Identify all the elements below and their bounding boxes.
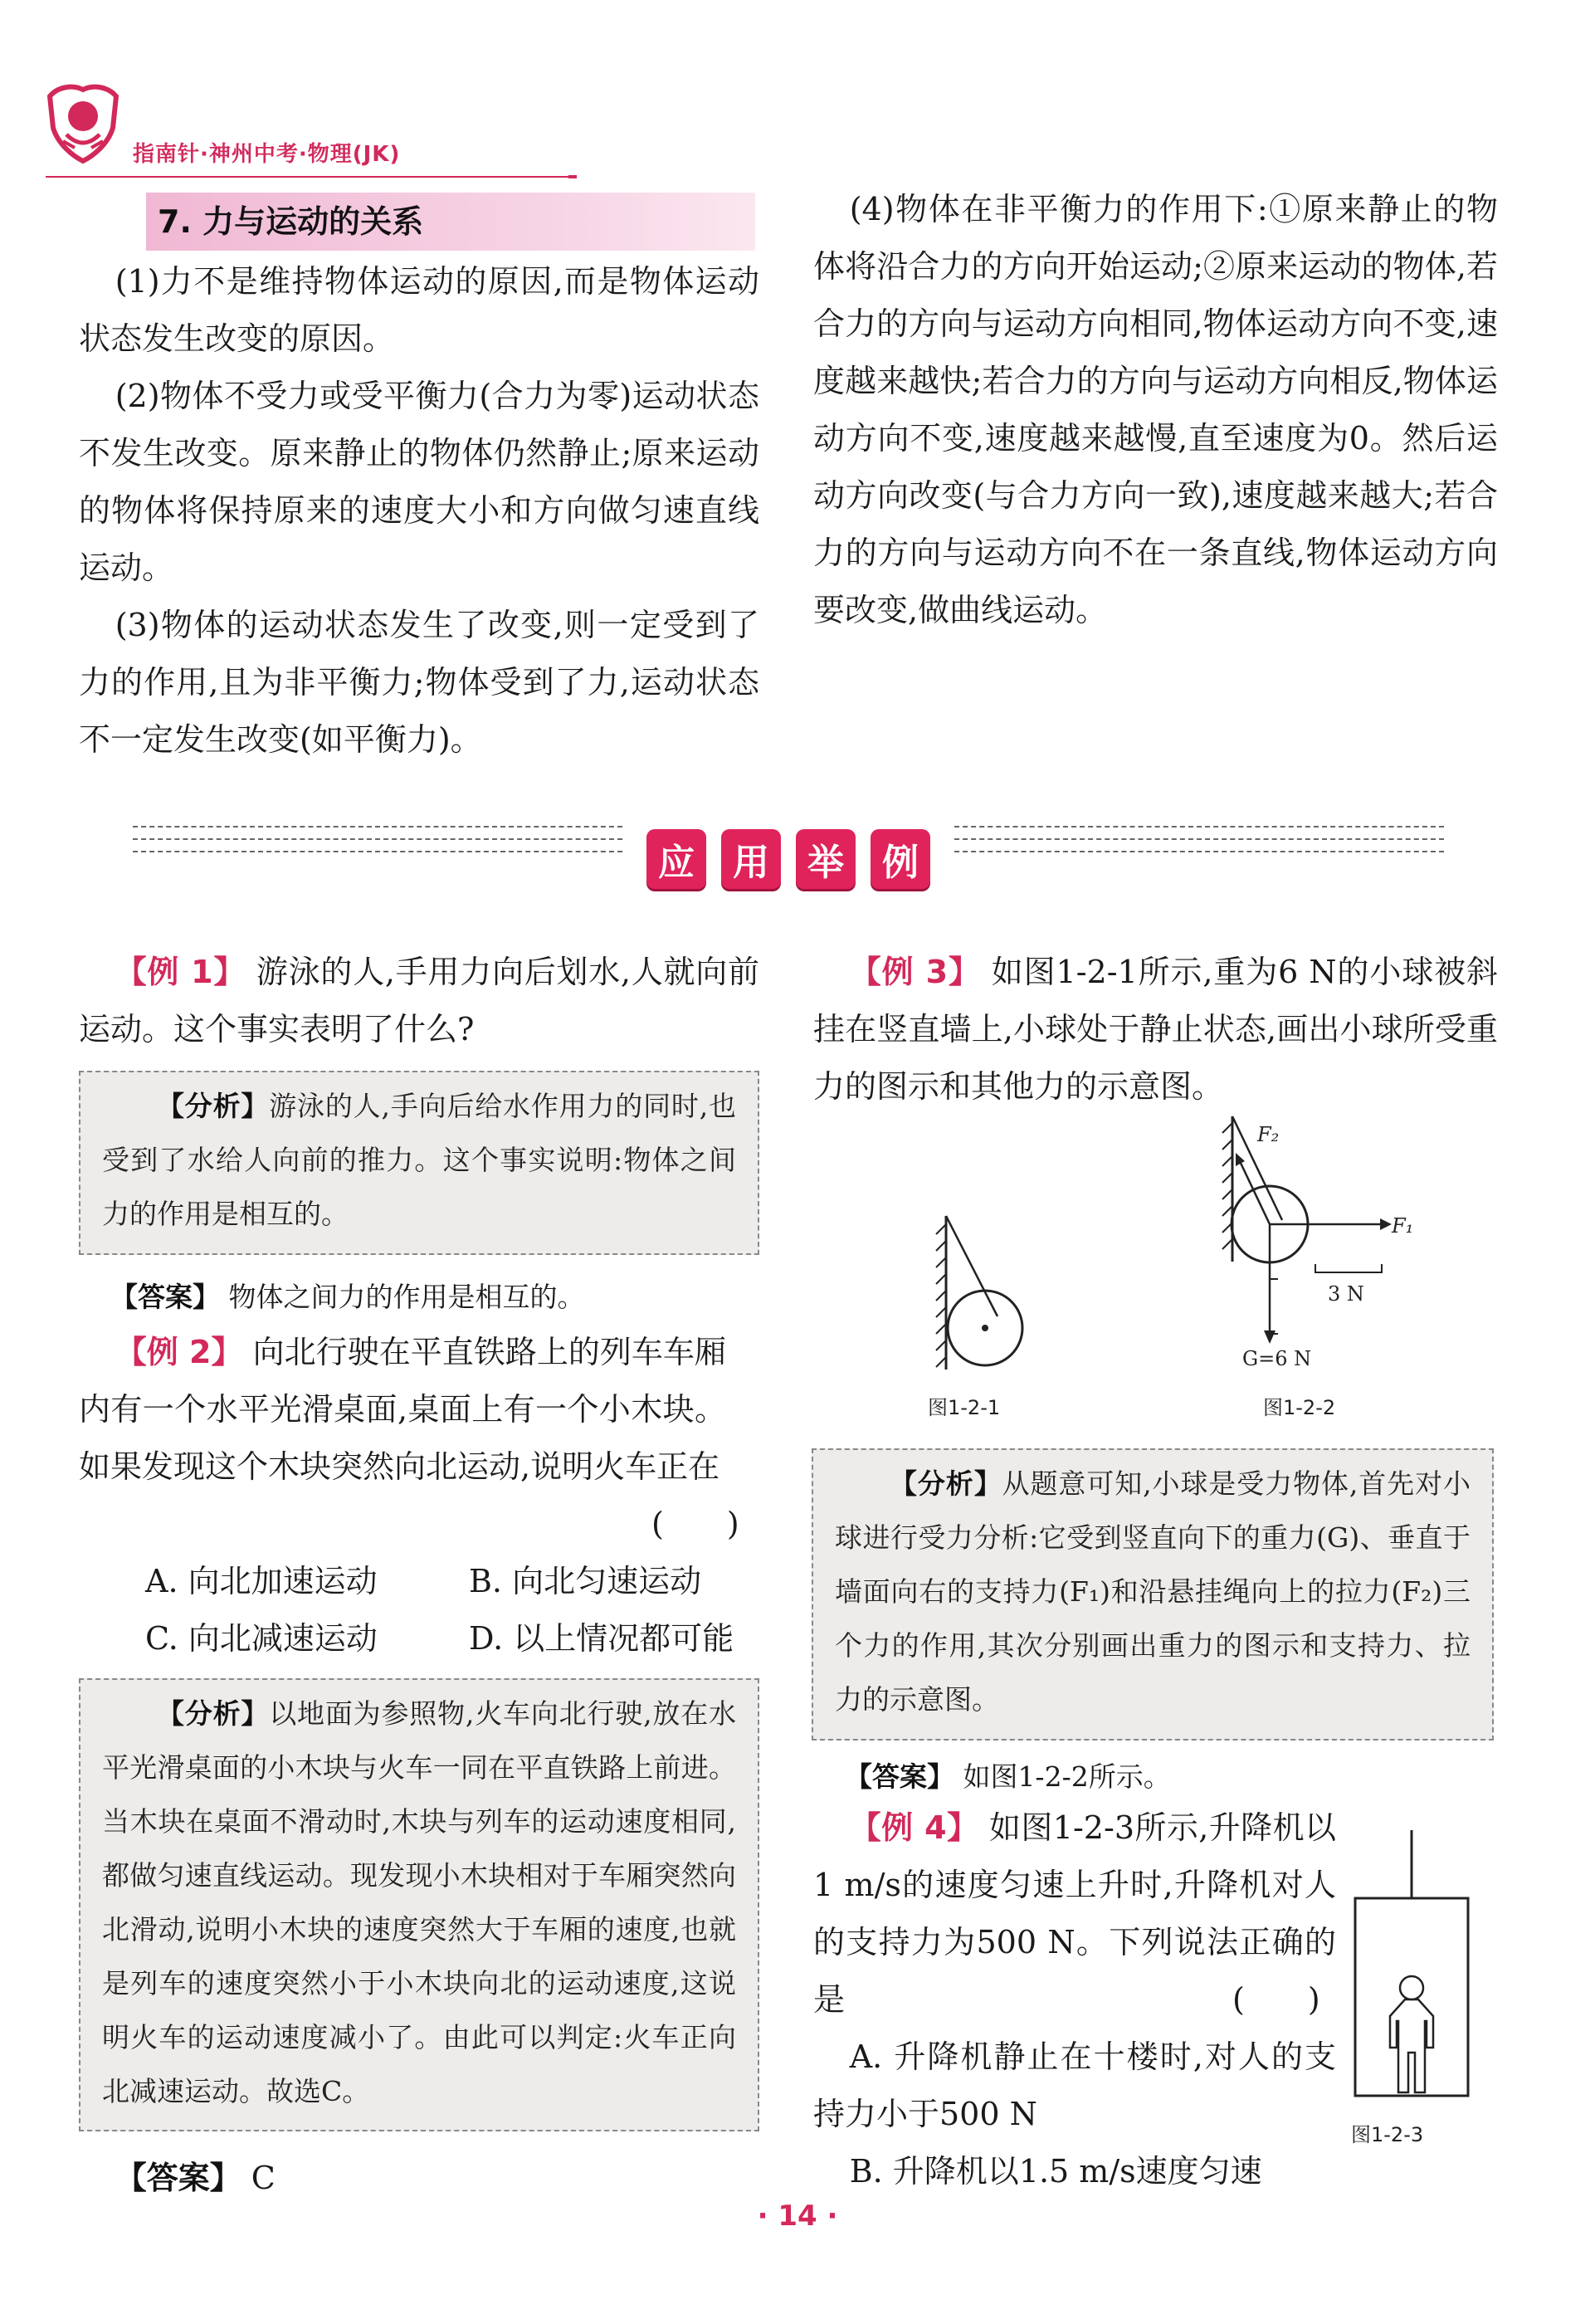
- point-3: (3)物体的运动状态发生了改变,则一定受到了力的作用,且为非平衡力;物体受到了力,运动状态不一定发生改变(如平衡力)。: [79, 607, 759, 758]
- banner-char: 应: [646, 829, 706, 889]
- example-1-answer-text: 物体之间力的作用是相互的。: [228, 1281, 585, 1313]
- example-3-answer: [813, 1750, 1498, 1804]
- banner-lines-left: [133, 826, 622, 876]
- example-1-analysis-box: [79, 1071, 759, 1255]
- example-2-text: 向北行驶在平直铁路上的列车车厢内有一个水平光滑桌面,桌面上有一个小木块。如果发现这个木块突然向北运动,说明火车正在: [79, 1334, 726, 1485]
- f1-label: F₁: [1392, 1214, 1414, 1238]
- person-icon: [1390, 1976, 1433, 2092]
- example-3-analysis-box: [812, 1448, 1494, 1741]
- figure-ball-on-wall: [929, 1204, 1046, 1378]
- example-4-label: 【例 4】: [849, 1809, 979, 1846]
- example-1-text: 游泳的人,手用力向后划水,人就向前运动。这个事实表明了什么?: [79, 954, 759, 1047]
- example-4-option-a: A. 升降机静止在十楼时,对人的支持力小于500 N: [813, 2038, 1336, 2132]
- example-2-analysis: 以地面为参照物,火车向北行驶,放在水平光滑桌面的小木块与火车一同在平直铁路上前进。当木块在桌面不滑动时,木块与列车的运动速度相同,都做匀速直线运动。现发现小木块相对于车厢突然向北滑动,说明小木块的速度突然大于车厢的速度,也就是列车的速度突然小于小木块向北的运动速度,这说明火车的运动速度减小了。由此可以判定:火车正向北减速运动。故选C。: [102, 1697, 737, 2107]
- example-3-text: 如图1-2-1所示,重为6 N的小球被斜挂在竖直墙上,小球处于静止状态,画出小球所受重力的图示和其他力的示意图。: [813, 954, 1498, 1105]
- header-title: 指南针·神州中考·物理(JK): [133, 142, 401, 167]
- example-3-analysis: 从题意可知,小球是受力物体,首先对小球进行受力分析:它受到竖直向下的重力(G)、垂直于墙面向右的支持力(F₁)和沿悬挂绳向上的拉力(F₂)三个力的作用,其次分别画出重力的图示和支持力、拉力的示意图。: [835, 1467, 1471, 1716]
- answer-label: 【答案】: [844, 1760, 954, 1793]
- figure-elevator: [1349, 1830, 1481, 2112]
- example-2-answer: [79, 2150, 759, 2207]
- option-c: C. 向北减速运动: [145, 1620, 378, 1657]
- point-1: (1)力不是维持物体运动的原因,而是物体运动状态发生改变的原因。: [79, 263, 759, 357]
- banner-lines-right: [954, 826, 1444, 876]
- example-1-analysis: 游泳的人,手向后给水作用力的同时,也受到了水给人向前的推力。这个事实说明:物体之间力的作用是相互的。: [102, 1090, 737, 1230]
- analysis-label: 【分析】: [157, 1697, 270, 1730]
- figure-caption: 图1-2-2: [1263, 1396, 1336, 1419]
- gravity-label: G=6 N: [1242, 1347, 1312, 1370]
- section-left-column: [79, 253, 759, 769]
- example-4-text: 如图1-2-3所示,升降机以1 m/s的速度匀速上升时,升降机对人的支持力为500 N。下列说法正确的是: [813, 1809, 1336, 2018]
- answer-label: 【答案】: [110, 1281, 220, 1313]
- banner-char: 举: [796, 829, 856, 889]
- point-2: (2)物体不受力或受平衡力(合力为零)运动状态不发生改变。原来静止的物体仍然静止;原来运动的物体将保持原来的速度大小和方向做匀速直线运动。: [79, 378, 759, 586]
- publisher-logo-icon: [41, 83, 124, 166]
- section-right-column: [813, 181, 1498, 639]
- header-divider-end: [568, 175, 577, 178]
- analysis-label: 【分析】: [890, 1467, 1002, 1500]
- figure-caption: 图1-2-1: [928, 1396, 1001, 1419]
- example-4-option-b: B. 升降机以1.5 m/s速度匀速: [849, 2153, 1262, 2190]
- analysis-label: 【分析】: [157, 1090, 270, 1122]
- example-2-options: [145, 1553, 734, 1667]
- page-number: · 14 ·: [757, 2200, 838, 2233]
- example-1-label: 【例 1】: [115, 954, 246, 990]
- example-3-question: [813, 944, 1498, 1116]
- example-2-analysis-box: [79, 1678, 759, 2131]
- banner-char: 用: [721, 829, 781, 889]
- example-2-bracket: ( ): [651, 1506, 739, 1542]
- section-banner: [635, 822, 942, 896]
- f2-label: F₂: [1257, 1123, 1280, 1146]
- option-d: D. 以上情况都可能: [469, 1620, 734, 1657]
- option-b: B. 向北匀速运动: [469, 1563, 702, 1599]
- example-1-answer: [79, 1270, 759, 1324]
- banner-char: 例: [871, 829, 930, 889]
- example-4-bracket: ( ): [1232, 1981, 1320, 2018]
- point-4: (4)物体在非平衡力的作用下:①原来静止的物体将沿合力的方向开始运动;②原来运动的物体,若合力的方向与运动方向相同,物体运动方向不变,速度越来越快;若合力的方向与运动方向相反,物体运动方向不变,速度越来越慢,直至速度为0。然后运动方向改变(与合力方向一致),速度越来越大;若合力的方向与运动方向不在一条直线,物体运动方向要改变,做曲线运动。: [813, 191, 1498, 628]
- figure-force-diagram: [1216, 1108, 1456, 1374]
- example-3-answer-text: 如图1-2-2所示。: [963, 1760, 1171, 1793]
- example-1-question: [79, 944, 759, 1058]
- example-2-question: [79, 1324, 726, 1496]
- option-a: A. 向北加速运动: [145, 1563, 378, 1599]
- answer-label: 【答案】: [115, 2160, 241, 2196]
- example-3-label: 【例 3】: [849, 954, 981, 990]
- scale-label: 3 N: [1328, 1282, 1364, 1306]
- figure-caption: 图1-2-3: [1351, 2123, 1424, 2146]
- example-2-label: 【例 2】: [115, 1334, 243, 1370]
- section-title: 7. 力与运动的关系: [146, 193, 755, 251]
- header-divider: [46, 176, 568, 178]
- example-2-answer-text: C: [251, 2160, 276, 2196]
